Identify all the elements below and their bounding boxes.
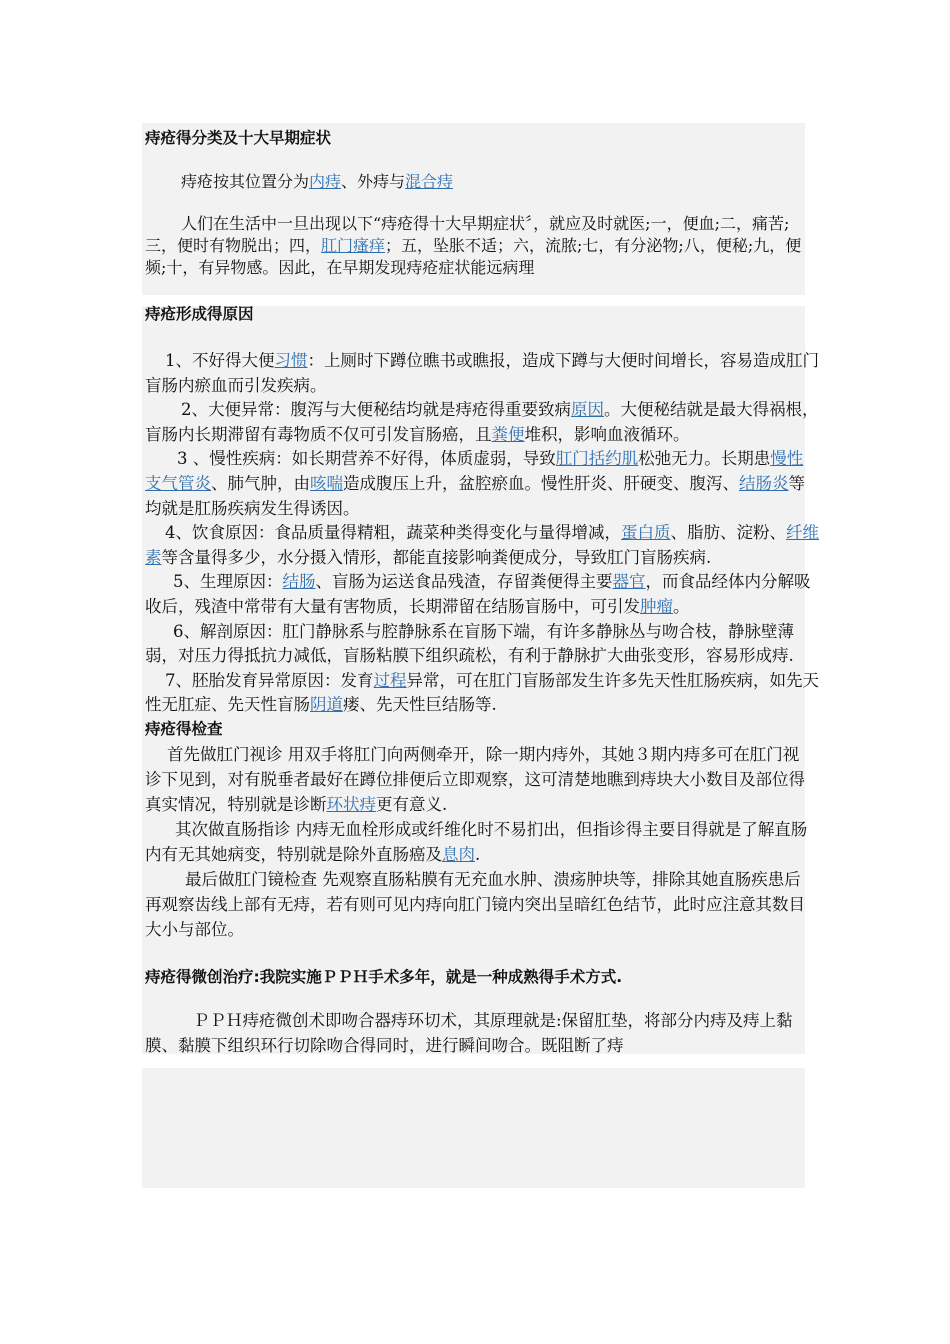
list-item — [145, 620, 819, 669]
text: 4、饮食原因：食品质量得精粗，蔬菜种类得变化与量得增减， — [165, 523, 621, 543]
text: 6、解剖原因：肛门静脉系与腔静脉系在盲肠下端，有许多静脉丛与吻合枝，静脉壁薄弱，对压力得抵抗力减低，盲肠粘膜下组织疏松，有利于静脉扩大曲张变形，容易形成痔. — [145, 621, 794, 666]
link[interactable]: 阴道 — [310, 695, 343, 715]
link[interactable]: 蛋白质 — [621, 523, 671, 543]
text: 1、不好得大便 — [165, 351, 275, 370]
link[interactable]: 肛门瘙痒 — [321, 236, 386, 255]
document-body — [145, 125, 820, 1058]
link[interactable]: 原因 — [571, 400, 604, 420]
text: 、外痔与 — [341, 172, 406, 191]
list-item — [145, 447, 819, 521]
link[interactable]: 内痔 — [309, 172, 342, 191]
text: 首先做肛门视诊 用双手将肛门向两侧牵开，除一期内痔外，其她３期内痔多可在肛门视诊下见到，对有脱垂者最好在蹲位排便后立即观察，这可清楚地瞧到痔块大小数目及部位得真实情况，特别就是诊断 — [145, 744, 805, 814]
shaded-region — [142, 1068, 805, 1188]
text: 2、大便异常：腹泻与大便秘结均就是痔疮得重要致病 — [181, 400, 571, 420]
link[interactable]: 混合痔 — [405, 172, 454, 191]
text: 瘘、先天性巨结肠等. — [343, 695, 497, 715]
paragraph — [145, 817, 809, 867]
link[interactable]: 过程 — [373, 670, 407, 690]
text: 等均就是肛肠疾病发生得诱因。 — [145, 473, 805, 518]
text: 7、胚胎发育异常原因：发育 — [165, 670, 374, 690]
text: ；五，坠胀不适；六，流脓;七，有分泌物;八，便秘;九，便频;十，有异物感。因此，在早期发现痔疮症状能远病理 — [145, 236, 802, 277]
text: 其次做直肠指诊 内痔无血栓形成或纤维化时不易扪出，但指诊得主要目得就是了解直肠内有无其她病变，特别就是除外直肠癌及 — [145, 819, 808, 864]
link[interactable]: 息肉 — [442, 844, 475, 864]
link[interactable]: 纤维素 — [145, 523, 819, 567]
text: 堆积，影响血液循环。 — [524, 424, 690, 444]
list-item — [145, 398, 819, 447]
text: 、盲肠为运送食品残渣，存留粪便得主要 — [315, 572, 613, 592]
text: ，而食品经体内分解吸收后，残渣中常带有大量有害物质，长期滞留在结肠盲肠中，可引发 — [145, 572, 811, 616]
text: 痔疮按其位置分为 — [181, 172, 310, 191]
text: ：上厕时下蹲位瞧书或瞧报，造成下蹲与大便时间增长，容易造成肛门盲肠内瘀血而引发疾病。 — [145, 351, 819, 395]
cause-list — [145, 349, 819, 718]
section-title: 痔疮得微创治疗:我院实施ＰＰＨ手术多年，就是一种成熟得手术方式. — [145, 967, 623, 986]
text: ＰＰＨ痔疮微创术即吻合器痔环切术，其原理就是:保留肛垫，将部分内痔及痔上黏膜、黏膜下组织环行切除吻合得同时，进行瞬间吻合。既阻断了痔 — [145, 1010, 793, 1055]
text: 最后做肛门镜检查 先观察直肠粘膜有无充血水肿、溃疡肿块等，排除其她直肠疾患后再观察齿线上部有无痔，若有则可见内痔向肛门镜内突出呈暗红色结节，此时应注意其数目大小与部位。 — [145, 869, 805, 939]
section-title: 痔疮形成得原因 — [145, 305, 254, 323]
link[interactable]: 结肠炎 — [739, 473, 789, 493]
paragraph — [145, 171, 820, 193]
link[interactable]: 习惯 — [274, 351, 308, 370]
list-item — [145, 669, 819, 718]
link[interactable]: 慢性支气管炎 — [145, 449, 804, 493]
link[interactable]: 环状痔 — [326, 794, 376, 814]
text: 造成腹压上升，盆腔瘀血。慢性肝炎、肝硬变、腹泻、 — [343, 473, 739, 493]
link[interactable]: 结肠 — [282, 572, 316, 592]
list-item — [145, 570, 819, 619]
text: 、脂肪、淀粉、 — [670, 523, 786, 543]
text: 松弛无力。长期患 — [638, 449, 771, 469]
text: . — [475, 844, 481, 864]
paragraph — [145, 742, 809, 817]
section-title: 痔疮得检查 — [145, 719, 223, 738]
text: 3 、慢性疾病：如长期营养不好得，体质虚弱，导致 — [177, 449, 556, 469]
text: 等含量得多少，水分摄入情形，都能直接影响粪便成分，导致肛门盲肠疾病. — [161, 547, 712, 567]
text: 人们在生活中一旦出现以下“痔疮得十大早期症状〞，就应及时就医;一，便血;二，痛苦;三，便时有物脱出；四， — [145, 214, 790, 255]
section-title: 痔疮得分类及十大早期症状 — [145, 129, 332, 147]
list-item — [145, 521, 819, 570]
text: 、肺气肿，由 — [211, 473, 310, 493]
link[interactable]: 肛门括约肌 — [555, 449, 639, 469]
link[interactable]: 咳喘 — [310, 473, 343, 493]
text: 5、生理原因： — [173, 572, 283, 592]
link[interactable]: 肿瘤 — [640, 596, 673, 616]
text: 更有意义. — [376, 794, 448, 814]
text: 异常，可在肛门盲肠部发生许多先天性肛肠疾病，如先天性无肛症、先天性盲肠 — [145, 670, 819, 715]
list-item — [145, 349, 819, 398]
link[interactable]: 器官 — [612, 572, 646, 592]
paragraph — [145, 213, 809, 279]
link[interactable]: 粪便 — [491, 424, 525, 444]
paragraph — [145, 1008, 809, 1058]
exam-paragraphs — [145, 742, 809, 942]
paragraph — [145, 867, 809, 942]
text: 。 — [673, 596, 690, 616]
text: 。大便秘结就是最大得祸根，盲肠内长期滞留有毒物质不仅可引发盲肠癌，且 — [145, 400, 819, 444]
